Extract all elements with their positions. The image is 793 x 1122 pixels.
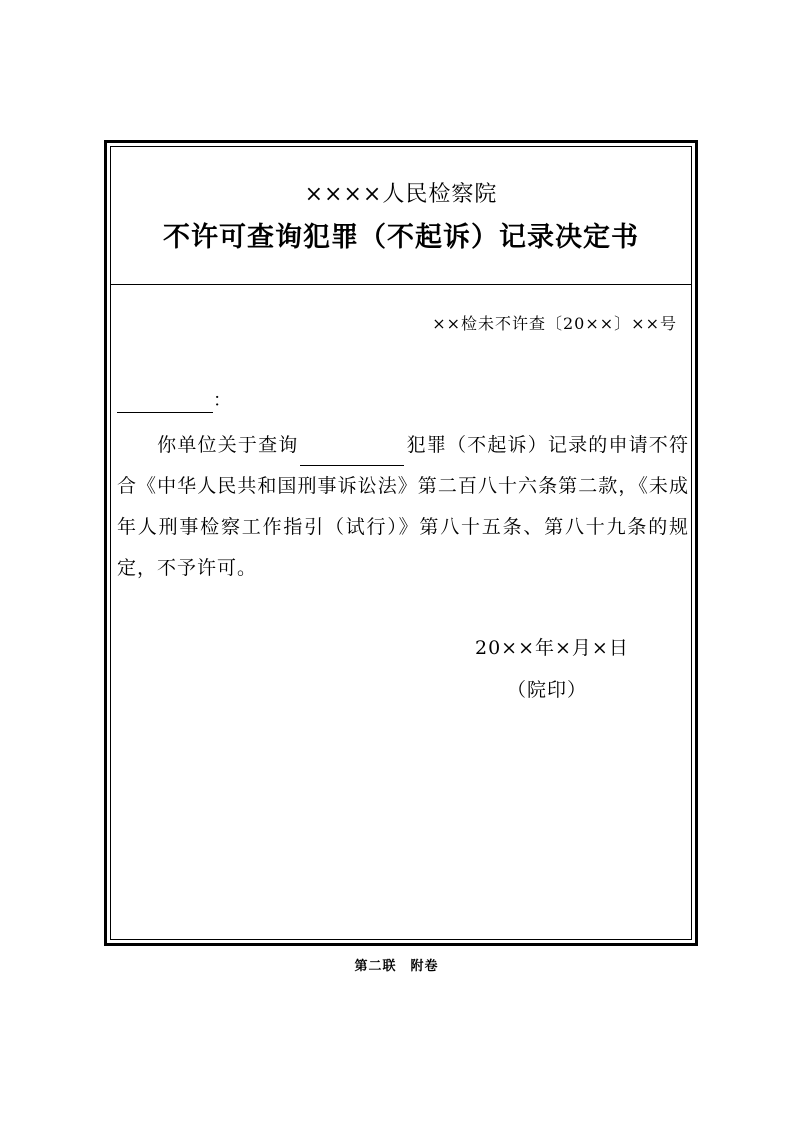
document-frame <box>104 140 698 946</box>
header-divider <box>111 284 691 285</box>
body-text-part1: 你单位关于查询 <box>157 434 299 456</box>
procuratorate-name: ××××人民检察院 <box>304 182 498 207</box>
salutation-colon: ： <box>213 390 231 411</box>
body-text-part2: 犯罪（不起诉）记录的申请不符合《中华人民共和国刑事诉讼法》第二百八十六条第二款，《未成年人刑事检察工作指引（试行）》第八十五条、第八十九条的规定，不予许可。 <box>117 434 689 579</box>
decision-body <box>117 425 689 589</box>
document-inner-frame <box>110 146 692 940</box>
salutation <box>117 389 231 413</box>
decision-date: 20××年×月×日 <box>475 637 629 659</box>
document-number: ××检未不许查〔20××〕××号 <box>432 314 677 333</box>
queried-person-blank <box>300 445 404 466</box>
recipient-blank <box>117 392 213 413</box>
copy-label: 第二联 附卷 <box>354 959 439 974</box>
document-title: 不许可查询犯罪（不起诉）记录决定书 <box>163 222 639 253</box>
seal-placeholder: （院印） <box>507 679 588 701</box>
